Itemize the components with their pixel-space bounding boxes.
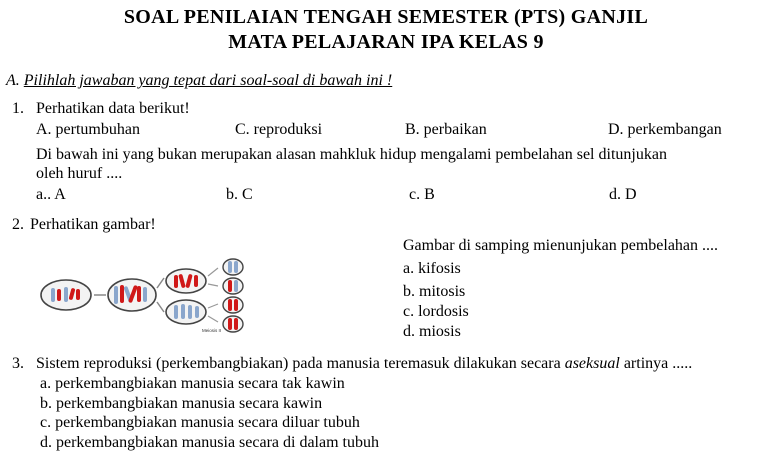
section-a-instruction <box>6 71 392 90</box>
q1-option-c[interactable]: c. B <box>409 186 435 203</box>
q1-item-d: D. perkembangan <box>608 121 722 138</box>
q3-option-c[interactable]: c. perkembangbiakan manusia secara diluar tubuh <box>40 414 360 431</box>
q3-prompt-italic: aseksual <box>564 355 620 372</box>
q1-option-d[interactable]: d. D <box>609 186 637 203</box>
daughter-cell-top <box>166 269 206 293</box>
q1-question-line2: oleh huruf .... <box>36 165 123 182</box>
q2-number: 2. <box>12 216 24 233</box>
arrow-2 <box>157 278 164 312</box>
q1-item-a: A. pertumbuhan <box>36 121 140 138</box>
q2-question: Gambar di samping mienunjukan pembelahan .... <box>403 237 719 254</box>
parent-cell <box>41 280 91 310</box>
q1-item-b: B. perbaikan <box>405 121 487 138</box>
q3-prompt-before: Sistem reproduksi (perkembangbiakan) pada manusia teremasuk dilakukan secara <box>36 355 565 372</box>
q1-item-c: C. reproduksi <box>235 121 323 138</box>
q3-number: 3. <box>12 355 24 372</box>
q3-option-a[interactable]: a. perkembangbiakan manusia secara tak kawin <box>40 375 345 392</box>
document-title-line1: SOAL PENILAIAN TENGAH SEMESTER (PTS) GANJIL <box>123 6 649 28</box>
arrow-3 <box>208 268 218 322</box>
q2-option-a[interactable]: a. kifosis <box>403 260 461 277</box>
q3-option-b[interactable]: b. perkembangbiakan manusia secara kawin <box>40 395 323 412</box>
q3-prompt <box>36 354 692 373</box>
q2-option-b[interactable]: b. mitosis <box>403 283 466 300</box>
final-cells <box>223 259 243 332</box>
figure-label-meiosis: Meiosis II <box>202 328 222 333</box>
q2-prompt: Perhatikan gambar! <box>30 216 156 233</box>
section-a-prefix: A. <box>6 72 20 89</box>
q2-option-d[interactable]: d. miosis <box>403 323 461 340</box>
section-a-instruction-text: Pilihlah jawaban yang tepat dari soal-soal di bawah ini ! <box>23 72 393 89</box>
q1-prompt: Perhatikan data berikut! <box>36 100 190 117</box>
document-title-line2: MATA PELAJARAN IPA KELAS 9 <box>228 31 544 53</box>
q1-option-b[interactable]: b. C <box>226 186 253 203</box>
q1-number: 1. <box>12 100 24 117</box>
daughter-cell-bottom <box>166 300 206 324</box>
q3-prompt-after: artinya ..... <box>619 355 693 372</box>
q1-question-line1: Di bawah ini yang bukan merupakan alasan mahkluk hidup mengalami pembelahan sel ditunjukan <box>36 146 667 163</box>
dividing-cell <box>108 279 156 311</box>
q1-option-a[interactable]: a.. A <box>36 186 66 203</box>
q3-option-d[interactable]: d. perkembangbiakan manusia secara di dalam tubuh <box>40 434 379 451</box>
cell-division-figure <box>36 248 262 340</box>
q2-option-c[interactable]: c. lordosis <box>403 303 469 320</box>
